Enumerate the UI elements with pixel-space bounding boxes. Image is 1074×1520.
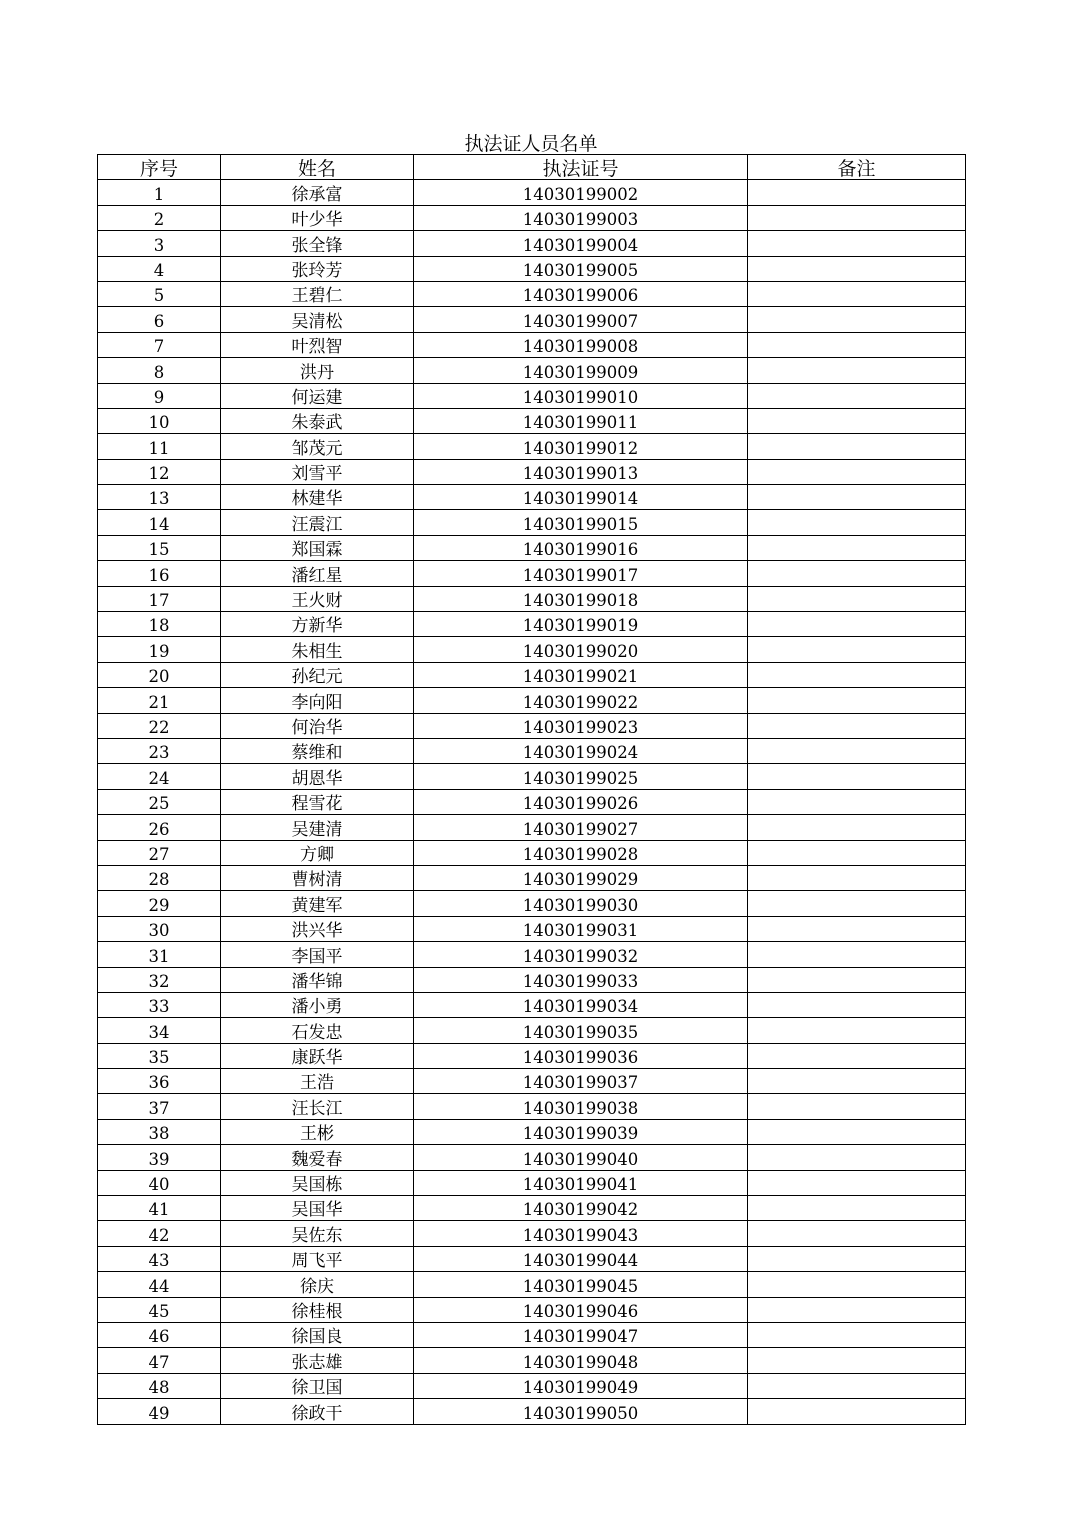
table-row <box>98 662 966 687</box>
cell-seq: 25 <box>98 789 221 814</box>
cell-cert-number: 14030199022 <box>414 688 748 713</box>
table-row <box>98 586 966 611</box>
cell-cert-number: 14030199048 <box>414 1348 748 1373</box>
cell-remarks <box>748 1145 966 1170</box>
table-row <box>98 459 966 484</box>
table-row <box>98 1145 966 1170</box>
table-row <box>98 485 966 510</box>
table-row <box>98 281 966 306</box>
table-row <box>98 561 966 586</box>
cell-remarks <box>748 561 966 586</box>
cell-cert-number: 14030199046 <box>414 1297 748 1322</box>
cell-cert-number: 14030199029 <box>414 865 748 890</box>
cell-name: 朱相生 <box>221 637 414 662</box>
cell-name: 邹茂元 <box>221 434 414 459</box>
cell-name: 林建华 <box>221 485 414 510</box>
cell-seq: 28 <box>98 865 221 890</box>
cell-remarks <box>748 1373 966 1398</box>
cell-seq: 16 <box>98 561 221 586</box>
cell-seq: 38 <box>98 1119 221 1144</box>
cell-cert-number: 14030199040 <box>414 1145 748 1170</box>
table-row <box>98 180 966 205</box>
cell-seq: 32 <box>98 967 221 992</box>
cell-name: 徐国良 <box>221 1322 414 1347</box>
table-row <box>98 383 966 408</box>
cell-remarks <box>748 180 966 205</box>
cell-remarks <box>748 205 966 230</box>
cell-name: 叶少华 <box>221 205 414 230</box>
cell-name: 胡恩华 <box>221 764 414 789</box>
cell-cert-number: 14030199021 <box>414 662 748 687</box>
cell-remarks <box>748 307 966 332</box>
table-row <box>98 358 966 383</box>
cell-cert-number: 14030199044 <box>414 1246 748 1271</box>
cell-cert-number: 14030199003 <box>414 205 748 230</box>
cell-remarks <box>748 1043 966 1068</box>
cell-seq: 8 <box>98 358 221 383</box>
cell-seq: 13 <box>98 485 221 510</box>
cell-seq: 20 <box>98 662 221 687</box>
cell-remarks <box>748 434 966 459</box>
cell-name: 曹树清 <box>221 865 414 890</box>
cell-remarks <box>748 637 966 662</box>
cell-name: 吴佐东 <box>221 1221 414 1246</box>
cell-seq: 40 <box>98 1170 221 1195</box>
cell-remarks <box>748 789 966 814</box>
cell-seq: 41 <box>98 1196 221 1221</box>
cell-seq: 30 <box>98 916 221 941</box>
roster-table <box>97 154 966 1425</box>
cell-remarks <box>748 1399 966 1424</box>
cell-cert-number: 14030199009 <box>414 358 748 383</box>
cell-remarks <box>748 1348 966 1373</box>
table-row <box>98 256 966 281</box>
cell-remarks <box>748 1297 966 1322</box>
cell-cert-number: 14030199007 <box>414 307 748 332</box>
cell-remarks <box>748 1170 966 1195</box>
table-row <box>98 231 966 256</box>
cell-name: 魏爱春 <box>221 1145 414 1170</box>
cell-name: 汪震江 <box>221 510 414 535</box>
cell-remarks <box>748 815 966 840</box>
cell-cert-number: 14030199039 <box>414 1119 748 1144</box>
cell-seq: 18 <box>98 612 221 637</box>
cell-cert-number: 14030199033 <box>414 967 748 992</box>
cell-name: 何治华 <box>221 713 414 738</box>
cell-cert-number: 14030199038 <box>414 1094 748 1119</box>
cell-name: 徐卫国 <box>221 1373 414 1398</box>
cell-name: 李向阳 <box>221 688 414 713</box>
table-row <box>98 916 966 941</box>
cell-remarks <box>748 713 966 738</box>
cell-cert-number: 14030199031 <box>414 916 748 941</box>
cell-remarks <box>748 992 966 1017</box>
cell-seq: 49 <box>98 1399 221 1424</box>
cell-remarks <box>748 1272 966 1297</box>
cell-cert-number: 14030199020 <box>414 637 748 662</box>
cell-seq: 35 <box>98 1043 221 1068</box>
cell-cert-number: 14030199042 <box>414 1196 748 1221</box>
cell-name: 吴清松 <box>221 307 414 332</box>
cell-seq: 36 <box>98 1069 221 1094</box>
cell-seq: 34 <box>98 1018 221 1043</box>
table-row <box>98 713 966 738</box>
cell-cert-number: 14030199006 <box>414 281 748 306</box>
cell-name: 张志雄 <box>221 1348 414 1373</box>
table-row <box>98 1119 966 1144</box>
cell-cert-number: 14030199028 <box>414 840 748 865</box>
cell-remarks <box>748 1246 966 1271</box>
table-row <box>98 307 966 332</box>
cell-seq: 27 <box>98 840 221 865</box>
cell-cert-number: 14030199016 <box>414 535 748 560</box>
cell-remarks <box>748 612 966 637</box>
cell-seq: 1 <box>98 180 221 205</box>
table-row <box>98 332 966 357</box>
table-row <box>98 1221 966 1246</box>
cell-remarks <box>748 738 966 763</box>
cell-seq: 19 <box>98 637 221 662</box>
cell-seq: 45 <box>98 1297 221 1322</box>
table-row <box>98 789 966 814</box>
cell-name: 吴国华 <box>221 1196 414 1221</box>
table-row <box>98 1246 966 1271</box>
cell-cert-number: 14030199002 <box>414 180 748 205</box>
cell-cert-number: 14030199008 <box>414 332 748 357</box>
cell-name: 洪丹 <box>221 358 414 383</box>
column-header-seq: 序号 <box>98 155 221 180</box>
cell-seq: 47 <box>98 1348 221 1373</box>
cell-name: 蔡维和 <box>221 738 414 763</box>
cell-cert-number: 14030199014 <box>414 485 748 510</box>
cell-seq: 11 <box>98 434 221 459</box>
cell-cert-number: 14030199032 <box>414 942 748 967</box>
cell-seq: 14 <box>98 510 221 535</box>
table-row <box>98 205 966 230</box>
cell-remarks <box>748 688 966 713</box>
cell-remarks <box>748 1196 966 1221</box>
cell-cert-number: 14030199030 <box>414 891 748 916</box>
header-row <box>98 155 966 180</box>
table-row <box>98 637 966 662</box>
cell-name: 石发忠 <box>221 1018 414 1043</box>
cell-seq: 44 <box>98 1272 221 1297</box>
table-row <box>98 1069 966 1094</box>
cell-seq: 24 <box>98 764 221 789</box>
column-header-remarks: 备注 <box>748 155 966 180</box>
cell-remarks <box>748 1094 966 1119</box>
cell-remarks <box>748 408 966 433</box>
cell-name: 周飞平 <box>221 1246 414 1271</box>
table-row <box>98 1272 966 1297</box>
cell-name: 吴国栋 <box>221 1170 414 1195</box>
cell-name: 叶烈智 <box>221 332 414 357</box>
cell-name: 刘雪平 <box>221 459 414 484</box>
cell-remarks <box>748 764 966 789</box>
cell-cert-number: 14030199023 <box>414 713 748 738</box>
cell-remarks <box>748 1221 966 1246</box>
table-row <box>98 408 966 433</box>
cell-cert-number: 14030199011 <box>414 408 748 433</box>
table-row <box>98 1399 966 1424</box>
table-row <box>98 1018 966 1043</box>
cell-name: 潘红星 <box>221 561 414 586</box>
table-row <box>98 434 966 459</box>
cell-seq: 22 <box>98 713 221 738</box>
cell-cert-number: 14030199012 <box>414 434 748 459</box>
cell-remarks <box>748 1018 966 1043</box>
cell-remarks <box>748 1322 966 1347</box>
table-row <box>98 992 966 1017</box>
document-title: 执法证人员名单 <box>464 133 598 155</box>
cell-remarks <box>748 942 966 967</box>
cell-name: 方新华 <box>221 612 414 637</box>
cell-remarks <box>748 1069 966 1094</box>
cell-cert-number: 14030199043 <box>414 1221 748 1246</box>
cell-seq: 29 <box>98 891 221 916</box>
cell-seq: 3 <box>98 231 221 256</box>
cell-seq: 43 <box>98 1246 221 1271</box>
cell-name: 张玲芳 <box>221 256 414 281</box>
cell-name: 康跃华 <box>221 1043 414 1068</box>
cell-cert-number: 14030199049 <box>414 1373 748 1398</box>
cell-name: 方卿 <box>221 840 414 865</box>
cell-cert-number: 14030199026 <box>414 789 748 814</box>
table-row <box>98 1094 966 1119</box>
cell-seq: 23 <box>98 738 221 763</box>
cell-remarks <box>748 231 966 256</box>
cell-remarks <box>748 383 966 408</box>
table-row <box>98 510 966 535</box>
table-row <box>98 535 966 560</box>
table-row <box>98 1373 966 1398</box>
cell-cert-number: 14030199017 <box>414 561 748 586</box>
cell-cert-number: 14030199025 <box>414 764 748 789</box>
cell-cert-number: 14030199004 <box>414 231 748 256</box>
cell-name: 王彬 <box>221 1119 414 1144</box>
cell-name: 李国平 <box>221 942 414 967</box>
cell-cert-number: 14030199036 <box>414 1043 748 1068</box>
cell-name: 潘华锦 <box>221 967 414 992</box>
cell-remarks <box>748 865 966 890</box>
cell-cert-number: 14030199018 <box>414 586 748 611</box>
cell-seq: 21 <box>98 688 221 713</box>
cell-name: 张全锋 <box>221 231 414 256</box>
table-row <box>98 891 966 916</box>
cell-cert-number: 14030199050 <box>414 1399 748 1424</box>
cell-cert-number: 14030199013 <box>414 459 748 484</box>
table-row <box>98 688 966 713</box>
table-row <box>98 1348 966 1373</box>
column-header-cert-number: 执法证号 <box>414 155 748 180</box>
cell-remarks <box>748 485 966 510</box>
table-row <box>98 764 966 789</box>
cell-seq: 15 <box>98 535 221 560</box>
cell-name: 王碧仁 <box>221 281 414 306</box>
table-row <box>98 865 966 890</box>
cell-seq: 17 <box>98 586 221 611</box>
cell-seq: 33 <box>98 992 221 1017</box>
cell-cert-number: 14030199041 <box>414 1170 748 1195</box>
cell-name: 徐庆 <box>221 1272 414 1297</box>
cell-remarks <box>748 256 966 281</box>
table-row <box>98 967 966 992</box>
cell-seq: 48 <box>98 1373 221 1398</box>
table-row <box>98 1196 966 1221</box>
column-header-name: 姓名 <box>221 155 414 180</box>
cell-seq: 4 <box>98 256 221 281</box>
cell-cert-number: 14030199010 <box>414 383 748 408</box>
cell-seq: 39 <box>98 1145 221 1170</box>
cell-remarks <box>748 510 966 535</box>
cell-remarks <box>748 662 966 687</box>
table-row <box>98 815 966 840</box>
cell-seq: 2 <box>98 205 221 230</box>
table-row <box>98 1043 966 1068</box>
cell-remarks <box>748 1119 966 1144</box>
cell-cert-number: 14030199015 <box>414 510 748 535</box>
cell-name: 黄建军 <box>221 891 414 916</box>
cell-seq: 10 <box>98 408 221 433</box>
cell-cert-number: 14030199045 <box>414 1272 748 1297</box>
cell-remarks <box>748 332 966 357</box>
cell-seq: 37 <box>98 1094 221 1119</box>
cell-remarks <box>748 840 966 865</box>
cell-seq: 6 <box>98 307 221 332</box>
cell-name: 汪长江 <box>221 1094 414 1119</box>
roster-body <box>98 180 966 1424</box>
cell-seq: 5 <box>98 281 221 306</box>
cell-remarks <box>748 586 966 611</box>
cell-cert-number: 14030199037 <box>414 1069 748 1094</box>
table-row <box>98 738 966 763</box>
cell-cert-number: 14030199027 <box>414 815 748 840</box>
cell-remarks <box>748 967 966 992</box>
cell-seq: 26 <box>98 815 221 840</box>
cell-name: 孙纪元 <box>221 662 414 687</box>
cell-cert-number: 14030199035 <box>414 1018 748 1043</box>
cell-name: 吴建清 <box>221 815 414 840</box>
cell-seq: 31 <box>98 942 221 967</box>
cell-seq: 7 <box>98 332 221 357</box>
cell-remarks <box>748 916 966 941</box>
cell-seq: 9 <box>98 383 221 408</box>
cell-cert-number: 14030199024 <box>414 738 748 763</box>
cell-cert-number: 14030199005 <box>414 256 748 281</box>
cell-name: 徐承富 <box>221 180 414 205</box>
cell-name: 朱泰武 <box>221 408 414 433</box>
table-row <box>98 942 966 967</box>
cell-name: 郑国霖 <box>221 535 414 560</box>
cell-seq: 42 <box>98 1221 221 1246</box>
cell-cert-number: 14030199034 <box>414 992 748 1017</box>
table-row <box>98 840 966 865</box>
cell-name: 王火财 <box>221 586 414 611</box>
cell-cert-number: 14030199019 <box>414 612 748 637</box>
table-row <box>98 1297 966 1322</box>
cell-name: 洪兴华 <box>221 916 414 941</box>
cell-cert-number: 14030199047 <box>414 1322 748 1347</box>
cell-remarks <box>748 535 966 560</box>
cell-seq: 46 <box>98 1322 221 1347</box>
cell-name: 徐政干 <box>221 1399 414 1424</box>
cell-remarks <box>748 358 966 383</box>
cell-remarks <box>748 281 966 306</box>
cell-name: 程雪花 <box>221 789 414 814</box>
cell-remarks <box>748 459 966 484</box>
cell-name: 王浩 <box>221 1069 414 1094</box>
cell-seq: 12 <box>98 459 221 484</box>
cell-name: 潘小勇 <box>221 992 414 1017</box>
table-row <box>98 1322 966 1347</box>
table-row <box>98 612 966 637</box>
cell-remarks <box>748 891 966 916</box>
cell-name: 何运建 <box>221 383 414 408</box>
cell-name: 徐桂根 <box>221 1297 414 1322</box>
table-row <box>98 1170 966 1195</box>
